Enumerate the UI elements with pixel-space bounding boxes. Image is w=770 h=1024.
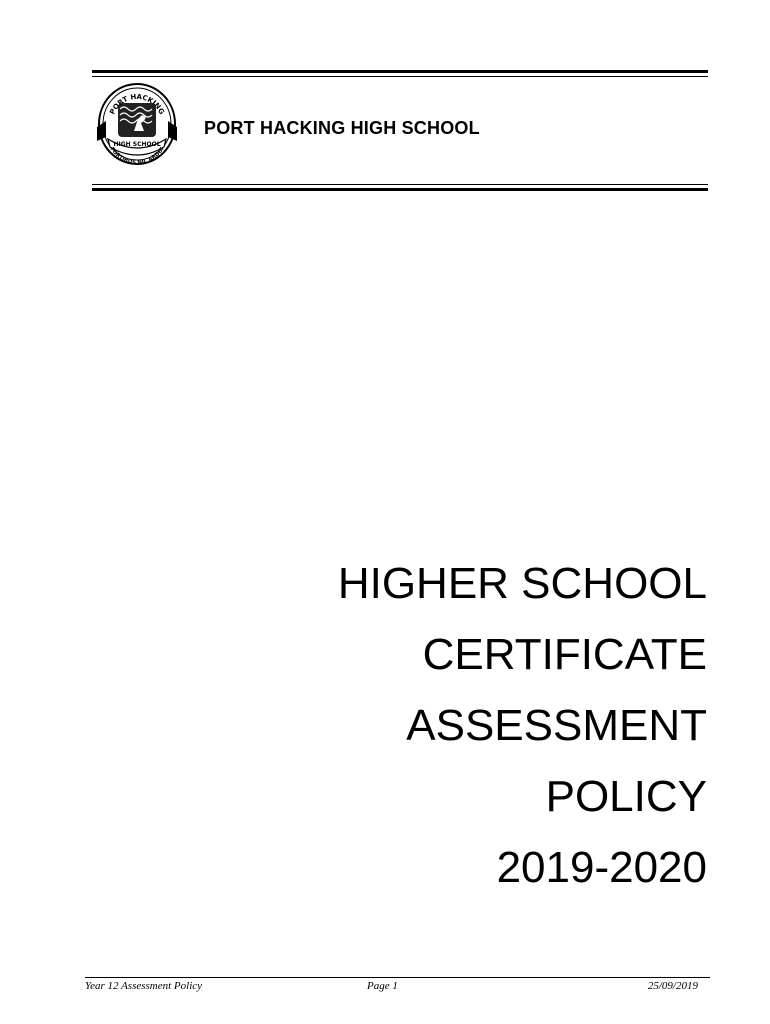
title-line: ASSESSMENT — [406, 701, 707, 750]
footer-page-number: Page 1 — [367, 980, 398, 992]
crest-arc-text: PORT HACKING — [108, 92, 166, 116]
header-bottom-rule-thick — [92, 188, 708, 191]
crest-band-text: HIGH SCHOOL — [113, 141, 161, 148]
document-title — [338, 548, 707, 903]
school-name: PORT HACKING HIGH SCHOOL — [204, 118, 480, 138]
school-crest-icon — [94, 81, 180, 167]
crest-motto-text: FORTIBUS NIL ARDUI — [108, 146, 166, 167]
title-line: POLICY — [545, 772, 707, 821]
footer-rule — [85, 977, 710, 978]
footer-date: 25/09/2019 — [647, 980, 698, 992]
header-top-rule-thin — [92, 76, 708, 77]
title-line: CERTIFICATE — [422, 630, 707, 679]
title-line: 2019-2020 — [496, 843, 707, 892]
footer-document-name: Year 12 Assessment Policy — [85, 980, 203, 992]
header-top-rule-thick — [92, 70, 708, 73]
title-line: HIGHER SCHOOL — [337, 559, 707, 608]
header-bottom-rule-thin — [92, 184, 708, 185]
